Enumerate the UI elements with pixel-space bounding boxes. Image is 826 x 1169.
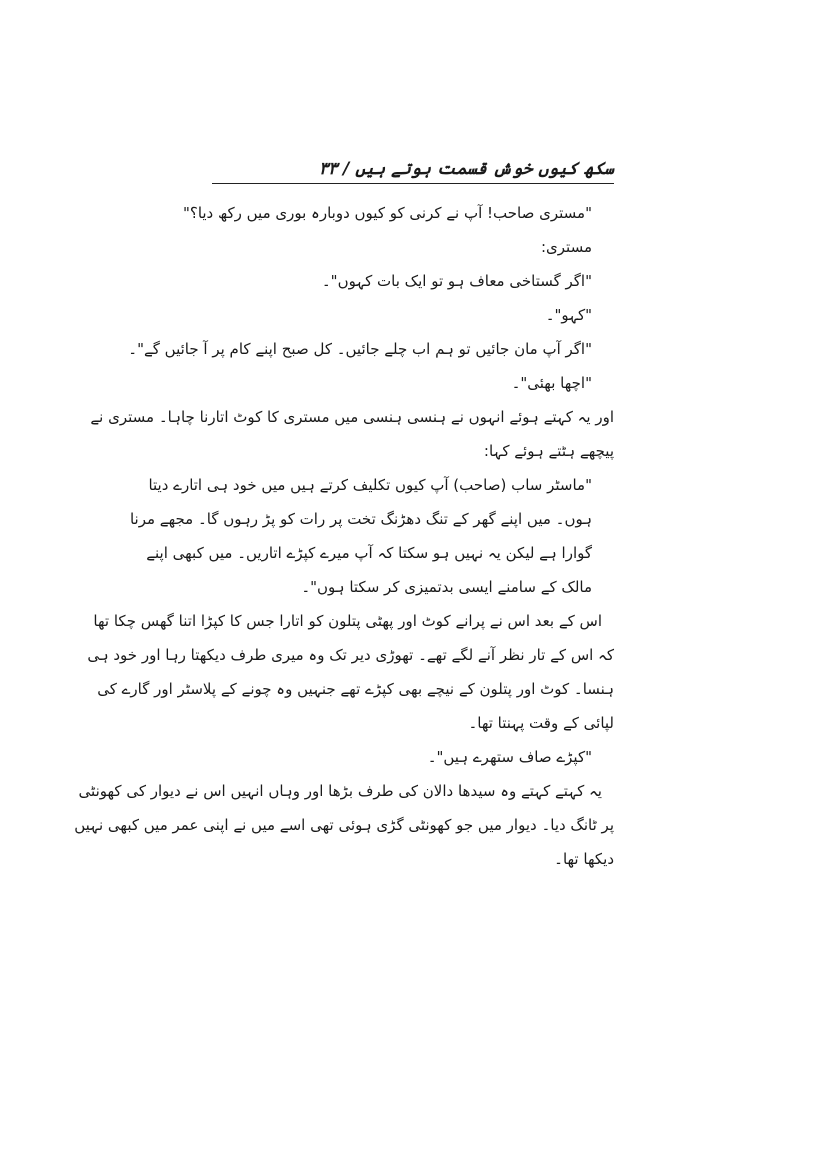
text-line: اس کے بعد اس نے پرانے کوٹ اور پھٹی پتلون کو اتارا جس کا کپڑا اتنا گھس چکا تھا: [93, 612, 602, 630]
text-line: "کہو"۔: [545, 306, 592, 324]
text-line: گوارا ہے لیکن یہ نہیں ہو سکتا کہ آپ میرے کپڑے اتاریں۔ میں کبھی اپنے: [146, 544, 592, 562]
text-line: مالک کے سامنے ایسی بدتمیزی کر سکتا ہوں"۔: [301, 578, 592, 596]
text-line: "ماسٹر ساب (صاحب) آپ کیوں تکلیف کرتے ہیں میں خود ہی اتارے دیتا: [148, 476, 592, 494]
text-line: ہنسا۔ کوٹ اور پتلون کے نیچے بھی کپڑے تھے جنہیں وہ چونے کے پلاسٹر اور گارے کی: [97, 680, 614, 698]
text-line: اور یہ کہتے ہوئے انہوں نے ہنسی ہنسی میں مستری کا کوٹ اتارنا چاہا۔ مستری نے: [90, 408, 614, 426]
text-line: "اگر آپ مان جائیں تو ہم اب چلے جائیں۔ کل صبح اپنے کام پر آ جائیں گے"۔: [128, 340, 592, 358]
page-body: [74, 196, 614, 876]
text-line: ہوں۔ میں اپنے گھر کے تنگ دھڑنگ تخت پر رات کو پڑ رہوں گا۔ مجھے مرنا: [129, 510, 592, 528]
text-line: "مستری صاحب! آپ نے کرنی کو کیوں دوبارہ بوری میں رکھ دیا؟": [182, 204, 592, 222]
text-line: "اچھا بھئی"۔: [511, 374, 592, 392]
header-rule: [212, 183, 614, 184]
text-line: لپائی کے وقت پہنتا تھا۔: [468, 714, 614, 732]
page-header-title: سکھ کیوں خوش قسمت ہوتے ہیں / ۳۳: [318, 159, 614, 179]
text-line: دیکھا تھا۔: [554, 850, 614, 868]
text-line: پیچھے ہٹتے ہوئے کہا:: [483, 442, 614, 460]
text-line: مستری:: [540, 238, 592, 256]
text-line: پر ٹانگ دیا۔ دیوار میں جو کھونٹی گڑی ہوئی تھی اسے میں نے اپنی عمر میں کبھی نہیں: [74, 816, 614, 834]
text-line: کہ اس کے تار نظر آنے لگے تھے۔ تھوڑی دیر تک وہ میری طرف دیکھتا رہا اور خود ہی: [87, 646, 614, 664]
text-line: یہ کہتے کہتے وہ سیدھا دالان کی طرف بڑھا اور وہاں انہیں اس نے دیوار کی کھونٹی: [78, 782, 602, 800]
text-line: "کپڑے صاف ستھرے ہیں"۔: [427, 748, 592, 766]
running-header: [212, 158, 614, 184]
text-line: "اگر گستاخی معاف ہو تو ایک بات کہوں"۔: [321, 272, 592, 290]
